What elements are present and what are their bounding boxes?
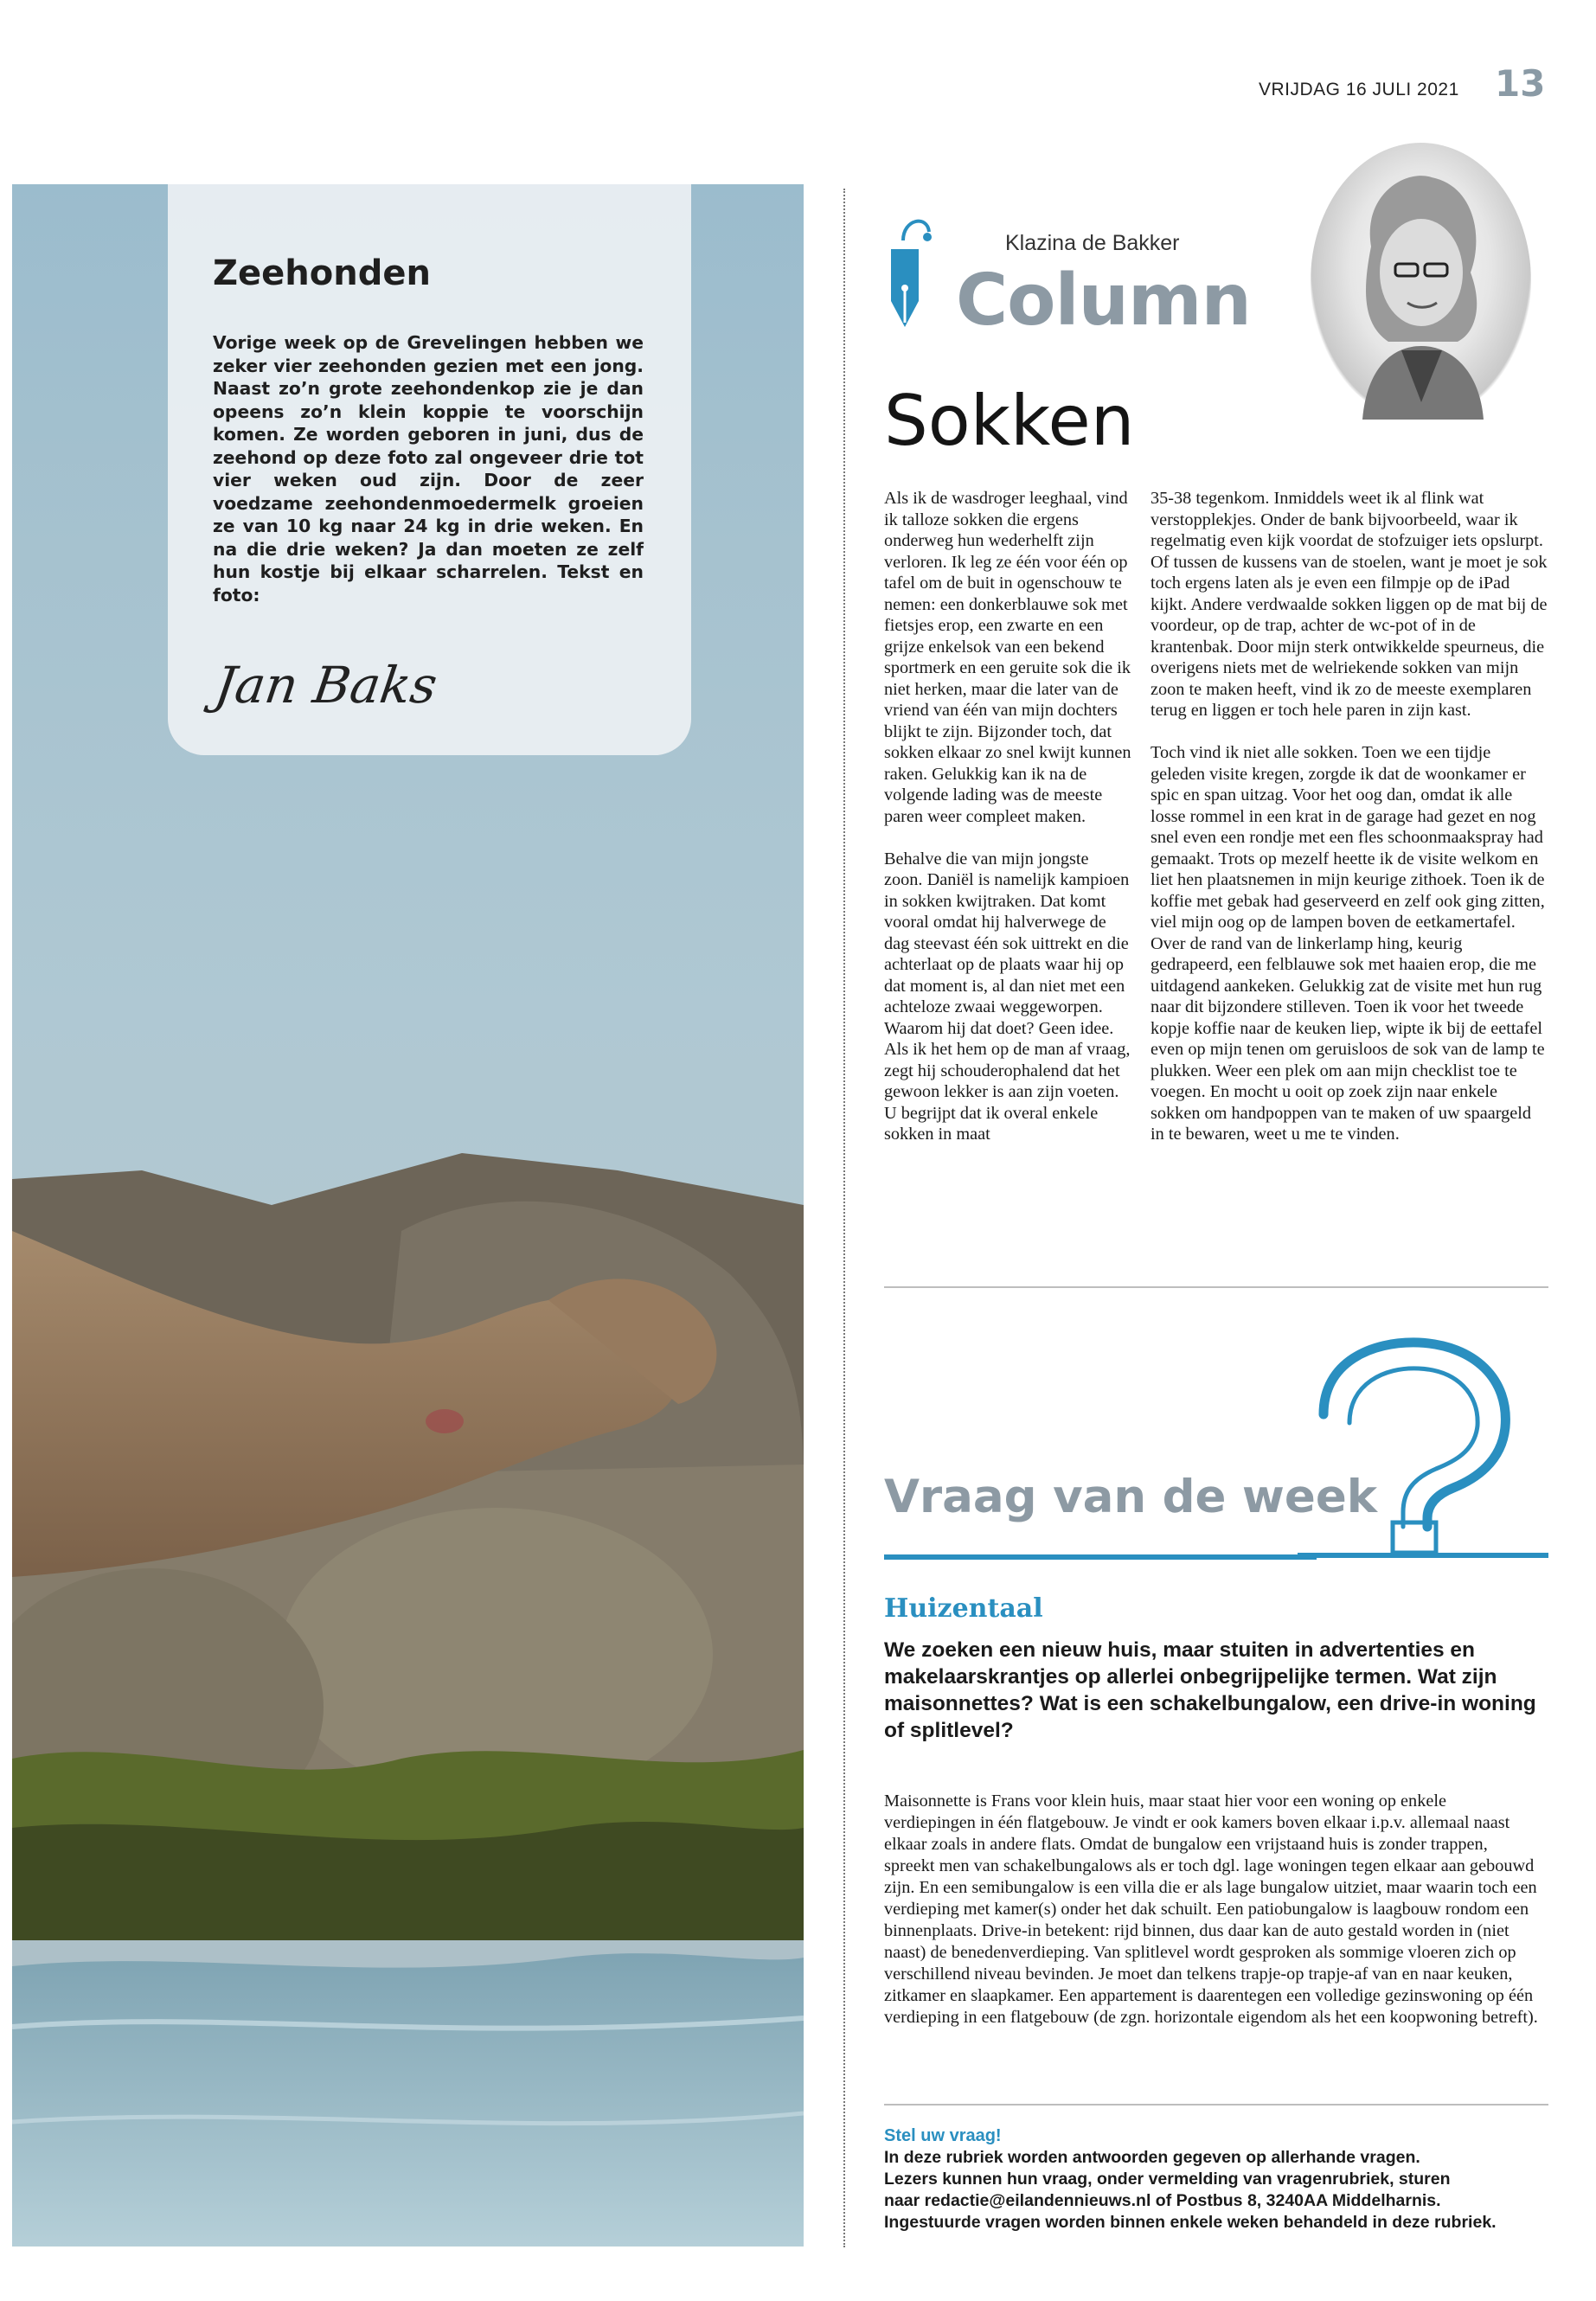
vraag-underline — [884, 1554, 1317, 1560]
stel-line: Lezers kunnen hun vraag, onder vermelding van vragenrubriek, sturen — [884, 2170, 1451, 2189]
photo-caption-text: Vorige week op de Grevelingen hebben we zeker vier zeehonden gezien met een jong. Naast zo’n grote zeehondenkop zie je dan opeens zo’n klein koppie te voorschijn komen. Ze worden geboren in juni, dus de zeehond op deze foto zal ongeveer drie tot vier weken oud zijn. Door de zeer voedzame zeehondenmoedermelk groeien ze van 10 kg naar 24 kg in drie weken. En na die drie weken? Ja dan moeten ze zelf hun kostje bij elkaar scharrelen. Tekst en foto: — [213, 332, 644, 606]
seal-photo — [12, 184, 804, 2247]
photo-caption-title: Zeehonden — [213, 253, 431, 293]
fountain-pen-icon — [884, 206, 934, 336]
vraag-answer: Maisonnette is Frans voor klein huis, maar staat hier voor een woning op enkele verdiepingen in één flatgebouw. Je vindt er ook kamers boven elkaar i.p.v. allemaal naast elkaar zoals in andere flats. Omdat de bungalow een vrijstaand huis is zonder trappen, spreekt men van schakelbungalows als er toch dgl. lage woningen tegen elkaar aan gebouwd zijn. En een semibungalow is een villa die er als lage bungalow uitziet, maar waarin toch een verdieping met kamer(s) onder het dak schuilt. Een patiobungalow is laagbouw rondom een binnenplaats. Drive-in betekent: rijd binnen, dus daar kan de auto gestald worden in (niet naast) de benedenverdieping. Van splitlevel wordt gesproken als sommige vloeren zich op verschillend niveau bevinden. Je moet dan telkens trapje-op trapje-af van en naar keuken, zitkamer en slaapkamer. Een appartement is daarentegen een volledige gezinswoning op één verdieping in een flatgebouw (de zgn. horizontale eigendom als het een koopwoning betreft). — [884, 1791, 1538, 2027]
column-label: Column — [956, 260, 1251, 342]
stel-line: Ingestuurde vragen worden binnen enkele weken behandeld in deze rubriek. — [884, 2213, 1497, 2232]
vraag-heading: Vraag van de week — [884, 1471, 1378, 1523]
column-divider — [843, 189, 845, 2247]
author-portrait — [1311, 143, 1531, 420]
header-date: VRIJDAG 16 JULI 2021 — [1259, 80, 1459, 99]
section-divider — [884, 1286, 1548, 1288]
column-paragraph: Als ik de wasdroger leeghaal, vind ik talloze sokken die ergens onderweg hun wederhelft zijn verloren. Ik leg ze één voor één op tafel om de buit in ogenschouw te nemen: een donkerblauwe sok met fietsjes erop, een zwarte en een grijze enkelsok van een bekend sportmerk en een geruite sok die ik niet herken, maar die later van de vriend van één van mijn dochters blijkt te zijn. Bijzonder toch, dat sokken elkaar zo snel kwijt kunnen raken. Gelukkig kan ik na de volgende lading was de meeste paren weer compleet maken. — [884, 489, 1131, 826]
question-mark-icon — [1298, 1332, 1548, 1566]
stel-uw-vraag-text — [884, 2147, 1497, 2234]
column-author: Klazina de Bakker — [1005, 231, 1180, 255]
page-number: 13 — [1495, 62, 1546, 105]
stel-line: naar redactie@eilandennieuws.nl of Postbus 8, 3240AA Middelharnis. — [884, 2191, 1441, 2210]
column-text-left — [884, 488, 1131, 1166]
vraag-question: We zoeken een nieuw huis, maar stuiten in advertenties en makelaarskrantjes op allerlei onbegrijpelijke termen. Wat zijn maisonnettes? Wat is een schakelbungalow, een drive-in woning of splitlevel? — [884, 1638, 1536, 1742]
stel-uw-vraag-title: Stel uw vraag! — [884, 2126, 1002, 2145]
column-text-right — [1151, 488, 1548, 1166]
photo-caption-box — [168, 184, 691, 755]
column-paragraph: Toch vind ik niet alle sokken. Toen we een tijdje geleden visite kregen, zorgde ik dat de woonkamer er spic en span uitzag. Voor het oog dan, omdat ik alle losse rommel in een krat in de garage had gezet en nog snel even een rondje met een fles schoonmaakspray had gemaakt. Trots op mezelf heette ik de visite welkom en liet hen plaatsnemen in mijn keurige zithoek. Toen ik de koffie met gebak had geserveerd en zelf ook ging zitten, viel mijn oog op de lampen boven de eetkamertafel. Over de rand van de linkerlamp hing, keurig gedrapeerd, een felblauwe sok met haaien erop, die me uitdagend aankeken. Gelukkig zat de visite met hun rug naar dit bijzondere stilleven. Toen ik voor het tweede kopje koffie naar de keuken liep, wipte ik bij de eettafel even op mijn tenen om geruisloos de sok van de lamp te plukken. Weer een plek om aan mijn checklist toe te voegen. En mocht u ooit op zoek zijn naar enkele sokken om handpoppen van te maken of uw spaargeld in te bewaren, weet u me te vinden. — [1151, 743, 1545, 1144]
column-title: Sokken — [884, 381, 1135, 461]
section-divider — [884, 2104, 1548, 2106]
photographer-signature: Jan Baks — [211, 656, 441, 715]
column-paragraph: 35-38 tegenkom. Inmiddels weet ik al flink wat verstopplekjes. Onder de bank bijvoorbeeld, waar ik regelmatig even kijk voordat de stofzuiger iets opslurpt. Of tussen de kussens van de stoelen, want je moet je sok toch ergens laten als je even een filmpje op de iPad kijkt. Andere verdwaalde sokken liggen op de mat bij de voordeur, op de trap, achter de wc-pot of in de krantenbak. Door mijn sterk ontwikkelde speurneus, die overigens niets met de welriekende sokken van mijn zoon te maken heeft, vind ik zo de meeste exemplaren terug en liggen er toch hele paren in zijn kast. — [1151, 489, 1548, 720]
vraag-subheading: Huizentaal — [884, 1593, 1043, 1624]
column-paragraph: Behalve die van mijn jongste zoon. Daniël is namelijk kampioen in sokken kwijtraken. Dat komt vooral omdat hij halverwege de dag steevast één sok uittrekt en die achterlaat op de plaats waar hij op dat moment is, al dan niet met een achteloze zwaai weggeworpen. Waarom hij dat doet? Geen idee. Als ik het hem op de man af vraag, zegt hij schouderophalend dat het gewoon lekker is aan zijn voeten. U begrijpt dat ik overal enkele sokken in maat — [884, 849, 1131, 1144]
author-portrait-illustration — [1311, 143, 1531, 420]
stel-line: In deze rubriek worden antwoorden gegeven op allerhande vragen. — [884, 2148, 1420, 2167]
